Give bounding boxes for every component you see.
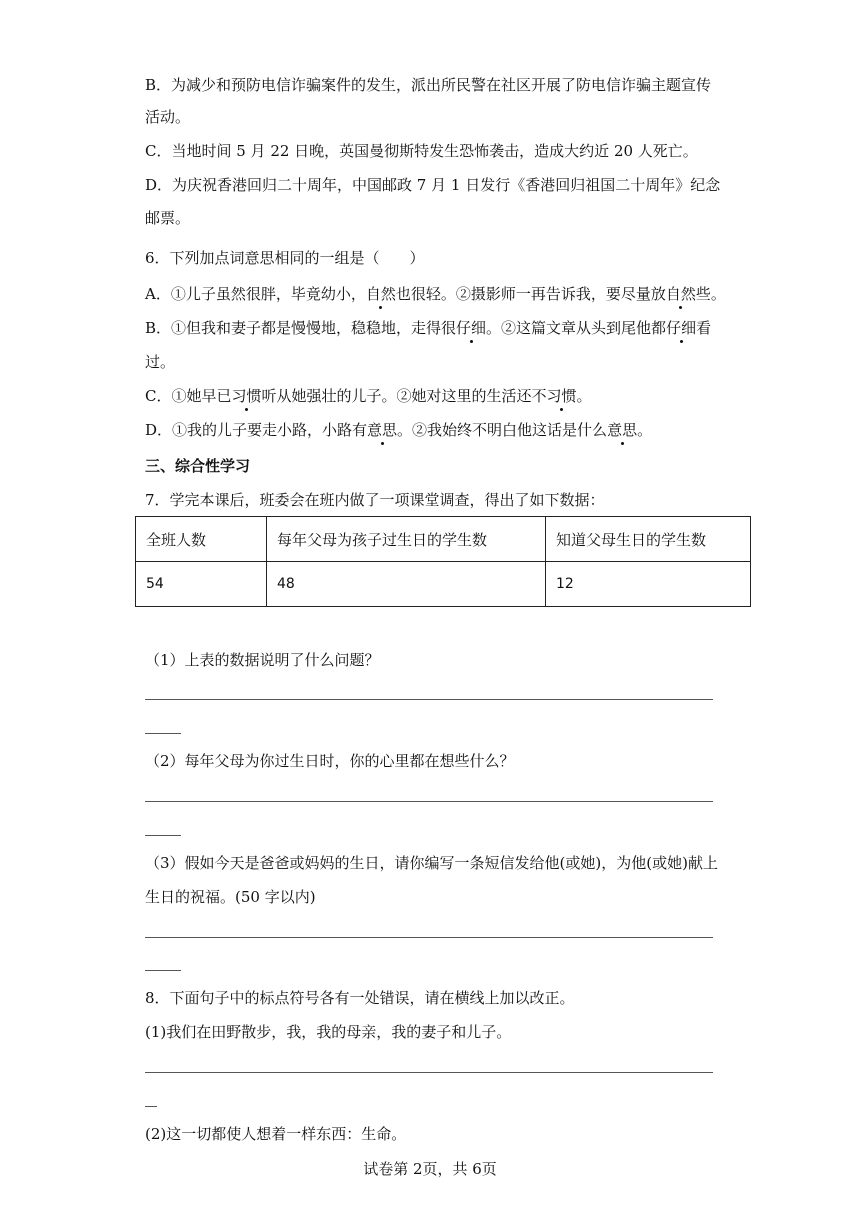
q6-c-dotted-word-1: 习惯 — [231, 387, 262, 405]
answer-line[interactable] — [145, 937, 713, 938]
q5-option-d-line1: D．为庆祝香港回归二十周年，中国邮政 7 月 1 日发行《香港回归祖国二十周年》纪念 — [145, 176, 721, 194]
q5-option-b-line2: 活动。 — [145, 108, 191, 126]
q7-stem: 7．学完本课后，班委会在班内做了一项课堂调查，得出了如下数据： — [145, 491, 605, 509]
q6-d-dotted-word-2: 意思 — [607, 421, 638, 439]
answer-line[interactable] — [145, 1072, 713, 1073]
q6-c-dotted-word-2: 习惯 — [546, 387, 577, 405]
table-header-cell: 全班人数 — [136, 517, 267, 562]
table-cell: 48 — [267, 562, 546, 607]
q6-a-dotted-word-2: 自然 — [665, 285, 696, 303]
table-cell: 12 — [546, 562, 751, 607]
q6-c-text-2: 听从她强壮的儿子。②她对这里的生活还不 — [261, 387, 547, 405]
q6-d-text-3: 。 — [637, 421, 653, 439]
table-header-cell: 知道父母生日的学生数 — [546, 517, 751, 562]
q8-stem: 8．下面句子中的标点符号各有一处错误，请在横线上加以改正。 — [145, 989, 575, 1007]
answer-line-continuation[interactable] — [145, 835, 181, 836]
table-header-row — [136, 517, 751, 562]
q6-b-text-2: 。②这篇文章从头到尾他都 — [486, 319, 667, 337]
q6-d-dotted-word-1: 意思 — [367, 421, 398, 439]
q5-option-c: C．当地时间 5 月 22 日晚，英国曼彻斯特发生恐怖袭击，造成大约近 20 人死亡。 — [145, 142, 698, 160]
q6-option-d — [145, 419, 652, 441]
survey-table — [135, 516, 751, 607]
q6-d-text-1: D．①我的儿子要走小路，小路有 — [145, 421, 368, 439]
q5-option-d-line2: 邮票。 — [145, 209, 191, 227]
q6-d-text-2: 。②我始终不明白他这话是什么 — [397, 421, 608, 439]
q6-a-text-2: 也很轻。②摄影师一再告诉我，要尽量放 — [395, 285, 666, 303]
q7-sub3-line1: （3）假如今天是爸爸或妈妈的生日，请你编写一条短信发给他(或她)，为他(或她)献上 — [145, 854, 718, 872]
q8-sentence-1: (1)我们在田野散步，我，我的母亲，我的妻子和儿子。 — [145, 1023, 512, 1041]
q7-sub3-line2: 生日的祝福。(50 字以内) — [145, 888, 316, 906]
table-row — [136, 562, 751, 607]
table-header-cell: 每年父母为孩子过生日的学生数 — [267, 517, 546, 562]
q7-sub1: （1）上表的数据说明了什么问题？ — [145, 651, 380, 669]
answer-line[interactable] — [145, 801, 713, 802]
answer-line[interactable] — [145, 699, 713, 700]
q6-b-text-1: B．①但我和妻子都是慢慢地，稳稳地，走得很 — [145, 319, 457, 337]
q6-b-dotted-word-2: 仔细 — [666, 319, 697, 337]
q6-b-text-3: 看 — [696, 319, 712, 337]
q6-b-dotted-word-1: 仔细 — [456, 319, 487, 337]
q6-a-text-1: A．①儿子虽然很胖，毕竟幼小， — [145, 285, 366, 303]
q6-a-text-3: 些。 — [695, 285, 726, 303]
q8-sentence-2: (2)这一切都使人想着一样东西：生命。 — [145, 1125, 407, 1143]
q6-c-text-3: 。 — [576, 387, 592, 405]
answer-line-continuation[interactable] — [145, 733, 181, 734]
q6-option-b-line2: 过。 — [145, 353, 176, 371]
q6-stem: 6．下列加点词意思相同的一组是（ ） — [145, 249, 425, 267]
q6-option-c — [145, 385, 592, 407]
q5-option-b-line1: B．为减少和预防电信诈骗案件的发生，派出所民警在社区开展了防电信诈骗主题宣传 — [145, 76, 712, 94]
table-cell: 54 — [136, 562, 267, 607]
answer-line-continuation[interactable] — [145, 970, 181, 971]
q6-option-b — [145, 317, 711, 339]
q7-sub2: （2）每年父母为你过生日时，你的心里都在想些什么？ — [145, 752, 515, 770]
q6-option-a — [145, 283, 726, 305]
section-title: 三、综合性学习 — [145, 457, 251, 475]
answer-line-continuation[interactable] — [145, 1106, 157, 1107]
page-footer: 试卷第 2页，共 6页 — [363, 1160, 497, 1178]
q6-a-dotted-word-1: 自然 — [365, 285, 396, 303]
q6-c-text-1: C．①她早已 — [145, 387, 232, 405]
